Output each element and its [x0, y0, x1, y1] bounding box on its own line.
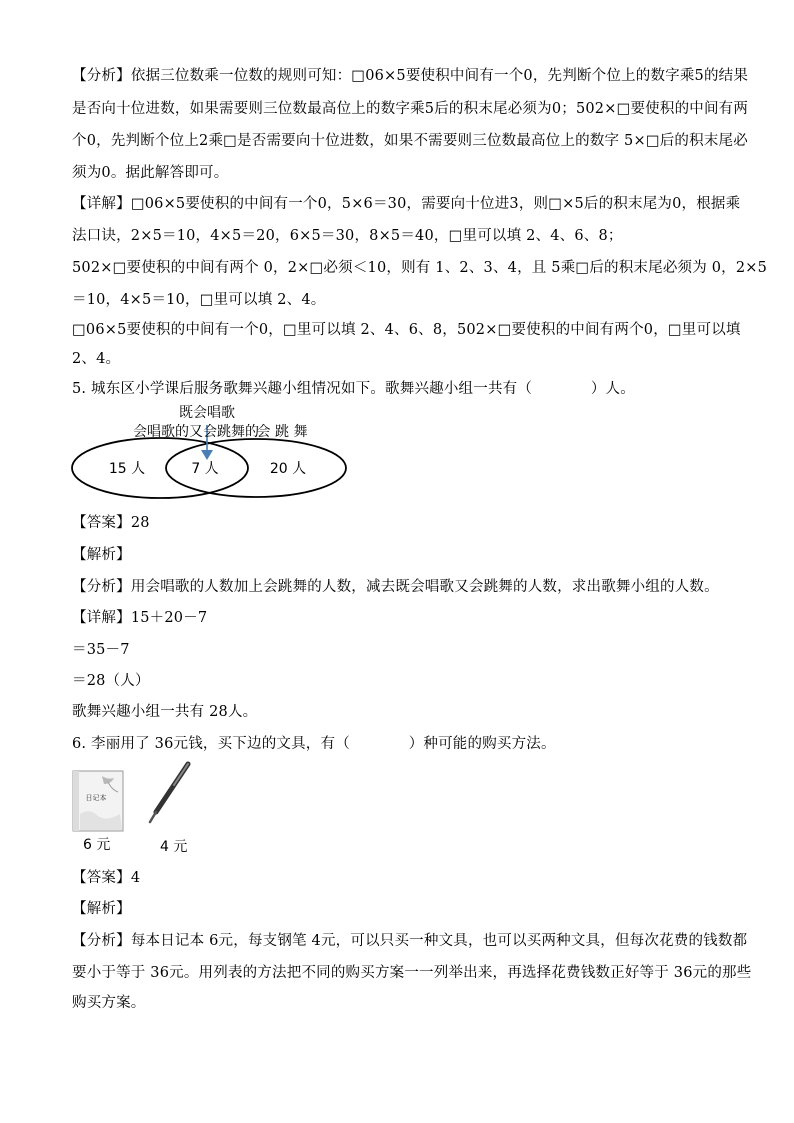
q4-analysis-line-4: 须为0。据此解答即可。	[72, 165, 229, 181]
venn-label-right: 会 跳 舞	[256, 424, 308, 440]
notebook-icon	[72, 770, 124, 832]
q5-answer: 【答案】28	[72, 515, 150, 531]
arrow-down-icon	[201, 450, 213, 460]
q4-detail-line-3: 502×□要使积的中间有两个 0，2×□必须＜10，则有 1、2、3、4，且 5乘□后的积末尾必须为 0，2×5	[72, 260, 768, 276]
q4-analysis-line-1: 【分析】依据三位数乘一位数的规则可知：□06×5要使积中间有一个0，先判断个位上的数字乘5的结果	[72, 68, 749, 84]
q5-analysis: 【分析】用会唱歌的人数加上会跳舞的人数，减去既会唱歌又会跳舞的人数，求出歌舞小组的人数。	[72, 579, 719, 595]
q4-analysis-line-2: 是否向十位进数，如果需要则三位数最高位上的数字乘5后的积末尾必须为0；502×□要使积的中间有两	[72, 101, 749, 117]
notebook-price: 6 元	[83, 837, 111, 853]
q4-detail-line-4: ＝10，4×5＝10，□里可以填 2、4。	[72, 292, 326, 308]
q4-analysis-line-3: 个0，先判断个位上2乘□是否需要向十位进数，如果不需要则三位数最高位上的数字 5×□后的积末尾必	[72, 133, 748, 149]
q5-detail-step-1: 【详解】15＋20－7	[72, 610, 208, 626]
q5-detail-step-3: ＝28（人）	[72, 673, 150, 689]
q6-analysis-line-3: 购买方案。	[72, 995, 146, 1011]
q6-analysis-line-1: 【分析】每本日记本 6元，每支钢笔 4元，可以只买一种文具，也可以买两种文具，但每次花费的钱数都	[72, 933, 748, 949]
venn-middle-count: 7 人	[191, 461, 219, 477]
q4-detail-line-1: 【详解】□06×5要使积的中间有一个0，5×6＝30，需要向十位进3，则□×5后的积末尾为0，根据乘	[72, 196, 741, 212]
venn-right-count: 20 人	[269, 461, 307, 477]
pen-icon	[144, 760, 194, 826]
q5-explain-tag: 【解析】	[72, 547, 131, 563]
q6-answer: 【答案】4	[72, 870, 141, 886]
venn-left-count: 15 人	[108, 461, 146, 477]
venn-left-ellipse	[72, 438, 248, 498]
q4-detail-line-5: □06×5要使积的中间有一个0，□里可以填 2、4、6、8，502×□要使积的中间有两个0，□里可以填	[72, 322, 741, 338]
q6-analysis-line-2: 要小于等于 36元。用列表的方法把不同的购买方案一一列举出来，再选择花费钱数正好等于 36元的那些	[72, 965, 752, 981]
q6-question: 6. 李丽用了 36元钱，买下边的文具，有（ ）种可能的购买方法。	[72, 736, 556, 752]
q4-detail-line-6: 2、4。	[72, 351, 121, 367]
q4-detail-line-2: 法口诀，2×5＝10，4×5＝20，6×5＝30，8×5＝40，□里可以填 2、4、6、8；	[72, 228, 623, 244]
q5-detail-step-2: ＝35－7	[72, 642, 130, 658]
venn-label-top: 既会唱歌	[179, 405, 235, 421]
notebook-title: 日记本	[85, 794, 107, 802]
q4-detail-tag: 【详解】	[72, 196, 131, 212]
q4-analysis-tag: 【分析】	[72, 68, 131, 84]
venn-diagram	[70, 400, 350, 505]
q5-question: 5. 城东区小学课后服务歌舞兴趣小组情况如下。歌舞兴趣小组一共有（ ）人。	[72, 381, 635, 397]
q5-conclusion: 歌舞兴趣小组一共有 28人。	[72, 704, 258, 720]
pen-price: 4 元	[160, 839, 188, 855]
venn-label-left: 会唱歌的又会跳舞的	[133, 424, 259, 440]
q6-explain-tag: 【解析】	[72, 901, 131, 917]
